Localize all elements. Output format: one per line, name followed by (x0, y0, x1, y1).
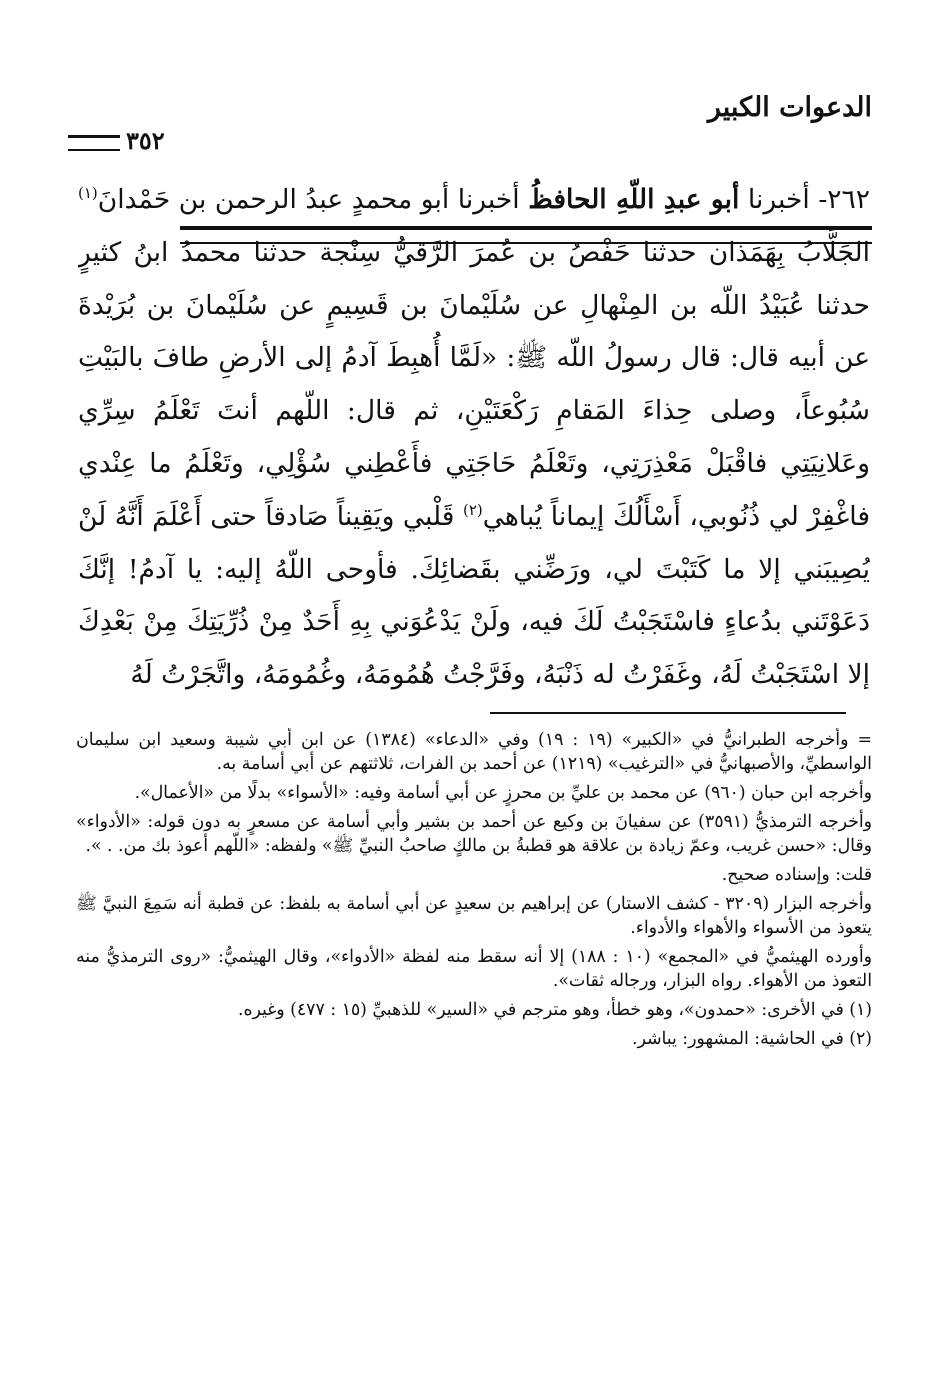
hadith-number: ٢٦٢- (818, 184, 870, 215)
footnote-paragraph: = وأخرجه الطبرانيُّ في «الكبير» (١٩ : ١٩) وفي «الدعاء» (١٣٨٤) عن ابن أبي شيبة وسعيد ابن سليمان الواسطيِّ، والأصبهانيُّ في «الترغيب» (١٢١٩) عن أحمد بن الفرات، ثلاثتهم عن أبي أسامة به. (76, 730, 872, 774)
narrator-name: أبو عبدِ اللّهِ الحافظُ (528, 184, 740, 215)
text-segment: قَلْبي ويَقِيناً صَادقاً حتى أَعْلَمَ أَنَّهُ لَنْ يُصِيبَني إلا ما كَتَبْتَ لي، ورَضِّني بقَضائِكَ. فأوحى اللّهُ إليه: يا آدمُ! إنَّكَ دَعَوْتَني بدُعاءٍ فاسْتَجَبْتُ لَكَ فيه، ولَنْ يَدْعُوَني بِهِ أَحَدٌ مِنْ ذُرِّيَتِكَ مِنْ بَعْدِكَ إلا اسْتَجَبْتُ لَهُ، وغَفَرْتُ له ذَنْبَهُ، وفَرَّجْتُ هُمُومَهُ، وغُمُومَهُ، واتَّجَرْتُ لَهُ (78, 500, 870, 691)
footnote-paragraph: وأخرجه البزار (٣٢٠٩ - كشف الاستار) عن إبراهيم بن سعيدٍ عن أبي أسامة به بلفظ: عن قطبة أنه سَمِعَ النبيَّ ﷺ يتعوذ من الأسواء والأهواء والأدواء. (76, 894, 872, 938)
footnote-paragraph: وأخرجه الترمذيُّ (٣٥٩١) عن سفيانَ بن وكيع عن أحمد بن بشير وأبي أسامة عن مسعرٍ به دون قوله: «الأدواء» وقال: «حسن غريب، وعمّ زيادة بن علاقة هو قطبةُ بن مالكٍ صاحبُ النبيِّ ﷺ» ولفظه: «اللّهم أعوذ بك من. . ». (76, 812, 872, 856)
running-title: الدعوات الكبير (707, 92, 872, 123)
page-number-ornament (68, 135, 120, 151)
text-segment: أخبرنا أبو محمدٍ عبدُ الرحمن بن حَمْدانَ (97, 184, 520, 215)
text-segment: أخبرنا (747, 184, 810, 215)
footnotes (76, 728, 872, 1268)
footnote-reference: (١) (78, 184, 98, 203)
footnote-paragraph: وأورده الهيثميُّ في «المجمع» (١٠ : ١٨٨) إلا أنه سقط منه لفظة «الأدواء»، وقال الهيثميُّ: «روى الترمذيُّ منه التعوذ من الأهواء. رواه البزار، ورجاله ثقات». (76, 947, 872, 991)
footnote-paragraph: وأخرجه ابن حبان (٩٦٠) عن محمد بن عليِّ بن محرزٍ عن أبي أسامة وفيه: «الأسواء» بدلًا من «الأعمال». (134, 783, 872, 803)
page-number (68, 126, 165, 155)
footnote-paragraph: قلت: وإسناده صحيح. (721, 865, 872, 885)
footnote-paragraph: (٢) في الحاشية: المشهور: يباشر. (631, 1029, 872, 1049)
footnote-paragraph: (١) في الأخرى: «حمدون»، وهو خطأ، وهو مترجم في «السير» للذهبيِّ (١٥ : ٤٧٧) وغيره. (237, 1000, 872, 1020)
footnote-separator (490, 712, 846, 714)
footnote-reference: (٢) (462, 500, 483, 519)
page-number-value: ٣٥٢ (126, 126, 165, 155)
text-segment: الجَلَّابُ بِهَمَذان حدثنا حَفْصُ بن عُمرَ الرَّقيُّ سِنْجة حدثنا محمدُ ابنُ كثيرٍ حدثنا عُبَيْدُ اللّه بن المِنْهالِ عن سُلَيْمانَ بن قَسِيمٍ عن سُلَيْمانَ بن بُرَيْدةَ عن أبيه قال: قال رسولُ اللّه ﷺ: «لَمَّا أُهبِطَ آدمُ إلى الأرضِ طافَ بالبَيْتِ سُبُوعاً، وصلى حِذاءَ المَقامِ رَكْعَتَيْنِ، ثم قال: اللّهم أنتَ تَعْلَمُ سِرِّي وعَلانِيَتِي فاقْبَلْ مَعْذِرَتِي، وتَعْلَمُ حَاجَتِي فأَعْطِني سُؤْلِي، وتَعْلَمُ ما عِنْدي فاغْفِرْ لي ذُنُوبي، أَسْأَلُكَ إيماناً يُباهي (78, 236, 870, 532)
hadith-body (78, 174, 870, 694)
page-header (68, 92, 872, 158)
